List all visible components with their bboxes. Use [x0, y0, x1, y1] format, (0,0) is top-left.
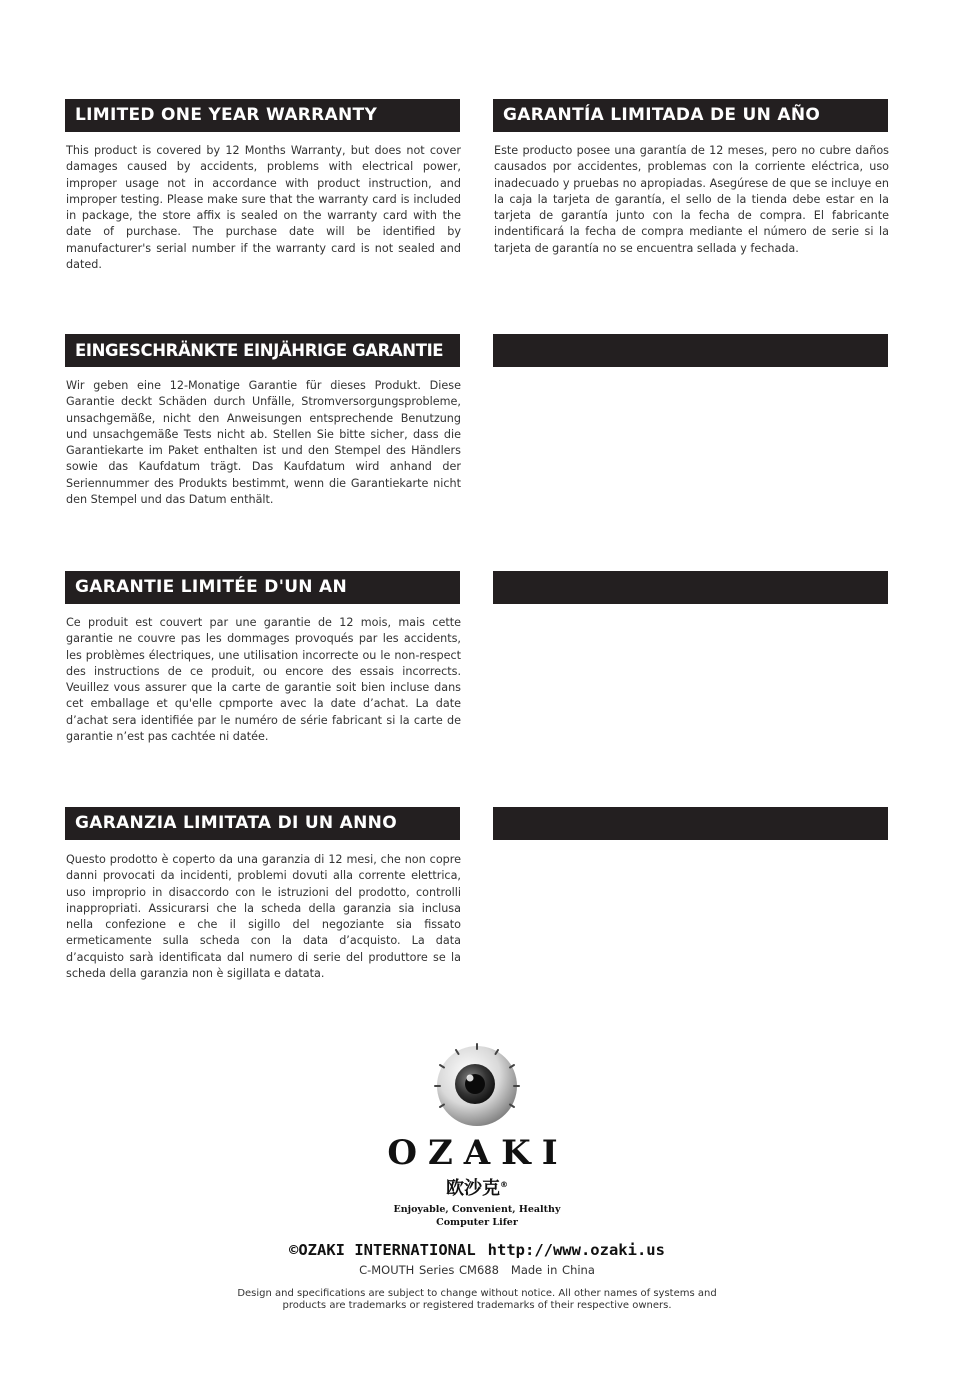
heading-warranty-fr: GARANTIE LIMITÉE D'UN AN	[65, 571, 460, 604]
warranty-text-fr: Ce produit est couvert par une garantie de 12 mois, mais cette garantie ne couvre pas les dommages provoqués par les accidents, les problèmes électriques, une utilisation incorrecte ou le non-respect des instructions de ce produit, ou encore des essais incorrects. Veuillez vous assurer que la carte de garantie soit bien incluse dans cet emballage et qu'elle cpmporte avec la date d’achat. La date d’achat sera identifiée par le numéro de série fabricant si la carte de garantie n’est pas cachtée ni datée.	[66, 616, 461, 744]
warranty-text-de: Wir geben eine 12-Monatige Garantie für dieses Produkt. Diese Garantie deckt Schäden durch Unfälle, Stromversorgungsprobleme, unsachgemäße, nicht den Anweisungen entsprechende Benutzung und unsachgemäße Tests nicht ab. Stellen Sie bitte sicher, dass die Garantiekarte im Paket enthalten ist und den Stempel des Händlers sowie das Kaufdatum trägt. Das Kaufdatum wird anhand der Seriennummer des Produkts bestimmt, wenn die Garantiekarte nicht den Stempel und das Datum enthält.	[66, 379, 461, 507]
copyright-line	[0, 1240, 954, 1260]
made-in: Made in China	[510, 1263, 595, 1277]
heading-bar-blank-1	[493, 334, 888, 367]
heading-warranty-en: LIMITED ONE YEAR WARRANTY	[65, 99, 460, 132]
warranty-text-en: This product is covered by 12 Months Warranty, but does not cover damages caused by accidents, problems with electrical power, improper usage not in accordance with product instruction, and improper testing. Please make sure that the warranty card is included in package, the store affix is sealed on the warranty card with the date of purchase. The purchase date will be identified by manufacturer's serial number if the warranty card is not sealed and dated.	[66, 144, 461, 272]
warranty-text-es: Este producto posee una garantía de 12 meses, pero no cubre daños causados por accidentes, problemas con la corriente eléctrica, uso inadecuado y pruebas no apropiadas. Asegúrese de que se incluye en la caja la tarjeta de garantía, el sello de la tienda debe estar en la tarjeta de garantía junto con la fecha de compra. El fabricante indentificará la fecha de compra mediante el número de serie si la tarjeta de garantía no se encuentra sellada y fechada.	[494, 144, 889, 255]
heading-bar-blank-2	[493, 571, 888, 604]
product-series-line	[0, 1262, 954, 1278]
heading-warranty-it: GARANZIA LIMITATA DI UN ANNO	[65, 807, 460, 840]
brand-cjk-name: 欧沙克®	[446, 1178, 508, 1199]
product-series: C-MOUTH Series CM688	[359, 1263, 499, 1277]
heading-warranty-es: GARANTÍA LIMITADA DE UN AÑO	[493, 99, 888, 132]
warranty-text-it: Questo prodotto è coperto da una garanzia di 12 mesi, che non copre danni provocati da incidenti, problemi dovuti alla corrente elettrica, uso improprio in disaccordo con le istruzioni del prodotto, controlli inappropriati. Assicurarsi che la scheda della garanzia sia inclusa nella confezione e che il sigillo del negoziante sia fissato ermeticamente sulla scheda con la data d’acquisto. La data d’acquisto sarà identificata dal numero di serie del produttore se la scheda della garanzia non è sigillata e datata.	[66, 853, 461, 981]
ozaki-eye-logo-icon	[432, 1042, 522, 1132]
website-link[interactable]: http://www.ozaki.us	[487, 1241, 665, 1259]
brand-tagline: Enjoyable, Convenient, Healthy Computer Lifer	[393, 1204, 561, 1228]
brand-wordmark: OZAKI	[387, 1133, 569, 1173]
heading-warranty-de: EINGESCHRÄNKTE EINJÄHRIGE GARANTIE	[65, 334, 460, 367]
legal-disclaimer: Design and specifications are subject to change without notice. All other names of systems and products are trademarks or registered trademarks of their respective owners.	[237, 1288, 717, 1311]
heading-bar-blank-3	[493, 807, 888, 840]
copyright-text: ©OZAKI INTERNATIONAL	[289, 1241, 476, 1259]
